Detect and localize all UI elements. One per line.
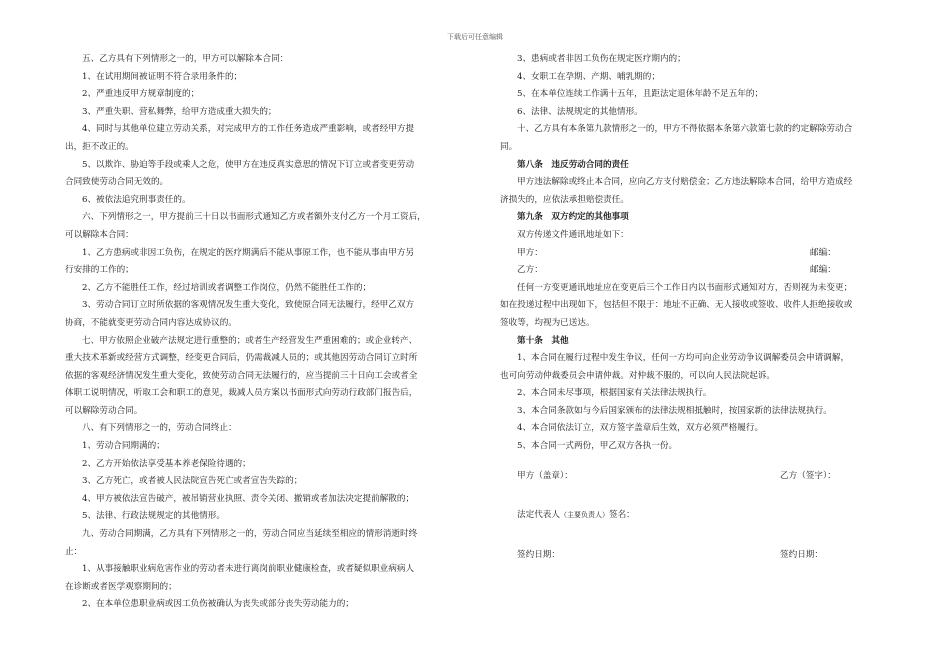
party-b-address-label: 乙方： [517, 265, 543, 276]
text-line: 3、患病或者非因工负伤在规定医疗期内的； [517, 54, 686, 64]
text-line: 五、乙方具有下列情形之一的，甲方可以解除本合同： [82, 54, 289, 64]
text-line: 2、乙方不能胜任工作，经过培训或者调整工作岗位，仍然不能胜任工作的； [82, 282, 372, 293]
text-line: 止： [65, 546, 83, 557]
text-line: 济损失的，应依法承担赔偿责任。 [500, 194, 629, 205]
text-line: 1、在试用期间被证明不符合录用条件的； [82, 71, 243, 82]
party-a-address-label: 甲方： [517, 247, 543, 258]
text-line: 4、同时与其他单位建立劳动关系，对完成甲方的工作任务造成严重影响，或者经甲方提 [82, 124, 415, 135]
text-line: 也可向劳动仲裁委员会申请仲裁。对仲裁不服的，可以向人民法院起诉。 [500, 370, 776, 381]
article-10-heading: 第十条 其他 [517, 335, 569, 346]
text-line: 可以解除劳动合同。 [65, 405, 143, 416]
text-line: 可以解除本合同： [65, 229, 134, 240]
left-column [65, 51, 460, 614]
text-line: 4、女职工在孕期、产期、哺乳期的； [517, 71, 660, 82]
page-header: 下载后可任意编辑 [447, 33, 503, 41]
text-line: 六、下列情形之一，甲方提前三十日以书面形式通知乙方或者额外支付乙方一个月工资后， [82, 212, 426, 223]
text-line: 重大技术革新或经营方式调整，经变更合同后，仍需裁减人员的；或其他因劳动合同订立时所 [65, 353, 418, 364]
text-line: 3、本合同条款如与今后国家颁布的法律法规相抵触时，按国家新的法律法规执行。 [517, 405, 832, 416]
sign-date-b-label: 签约日期： [780, 549, 823, 560]
party-a-address-row [500, 245, 890, 263]
article-9-heading: 第九条 双方约定的其他事项 [517, 212, 629, 223]
text-line: 6、法律、法规规定的其他情形。 [517, 106, 643, 117]
text-line: 5、以欺诈、胁迫等手段或乘人之危，使甲方在违反真实意思的情况下订立或者变更劳动 [82, 159, 415, 170]
text-line: 4、甲方被依法宣告破产，被吊销营业执照、责令关闭、撤销或者加法决定提前解散的； [82, 493, 415, 504]
text-line: 出，拒不改正的。 [65, 141, 134, 152]
text-line: 九、劳动合同期满，乙方具有下列情形之一的，劳动合同应当延续至相应的情形消逝时终 [82, 529, 418, 540]
text-line: 4、本合同依法订立，双方签字盖章后生效，双方必须严格履行。 [517, 423, 764, 434]
text-line: 行安排的工作的； [65, 265, 134, 276]
text-line: 十、乙方具有本条第九款情形之一的，甲方不得依据本条第六款第七款的约定解除劳动合 [517, 124, 853, 135]
text-line: 2、严重违反甲方规章制度的； [82, 89, 200, 100]
text-line: 在诊断或者医学观察期间的； [65, 581, 177, 592]
sign-date-a-label: 签约日期： [517, 549, 560, 560]
text-line: 1、从事接触职业病危害作业的劳动者未进行离岗前职业健康检查，或者疑似职业病病人 [82, 564, 415, 575]
text-line: 6、被依法追究刑事责任的。 [82, 194, 191, 205]
text-line: 甲方违法解除或终止本合同，应向乙方支付赔偿金；乙方违法解除本合同，给甲方造成经 [517, 177, 853, 188]
legal-representative-label: 法定代表人（主要负责人）签名： [517, 510, 635, 521]
article-9-intro: 双方传递文件通讯地址如下： [517, 229, 629, 240]
text-line: 如在投递过程中出现如下，包括但不限于：地址不正确、无人接收或签收、收件人拒绝接收或 [500, 300, 853, 311]
text-line: 1、劳动合同期满的； [82, 441, 165, 452]
text-line: 协商，不能就变更劳动合同内容达成协议的。 [65, 317, 237, 328]
text-line: 3、劳动合同订立时所依据的客观情况发生重大变化，致使原合同无法履行，经甲乙双方 [82, 300, 415, 311]
party-a-postcode-label: 邮编： [810, 247, 836, 258]
text-line: 体职工说明情况，听取工会和职工的意见，裁减人员方案以书面形式向劳动行政部门报告后， [65, 388, 418, 399]
party-b-sign-label: 乙方（签字）： [780, 470, 836, 481]
text-line: 1、本合同在履行过程中发生争议，任何一方均可向企业劳动争议调解委员会申请调解， [517, 353, 850, 364]
party-b-address-row [500, 262, 890, 280]
text-line: 2、本合同未尽事项，根据国家有关法律法规执行。 [517, 388, 712, 399]
text-line: 七、甲方依照企业破产法规定进行重整的；或者生产经营发生严重困难的；或企业转产、 [82, 335, 418, 346]
text-line: 同。 [500, 141, 518, 152]
text-line: 2、在本单位患职业病或因工负伤被确认为丧失或部分丧失劳动能力的； [82, 599, 354, 610]
article-8-heading: 第八条 违反劳动合同的责任 [517, 159, 629, 170]
right-column [500, 51, 890, 586]
text-line: 3、乙方死亡，或者被人民法院宣告死亡或者宣告失踪的； [82, 476, 303, 487]
text-line: 5、在本单位连续工作满十五年，且距法定退休年龄不足五年的； [517, 89, 764, 100]
text-line: 依据的客观经济情况发生重大变化，致使劳动合同无法履行的，应当提前三十日向工会或者全 [65, 370, 418, 381]
party-b-postcode-label: 邮编： [810, 265, 836, 276]
text-line: 八、有下列情形之一的，劳动合同终止： [82, 423, 237, 434]
text-line: 2、乙方开始依法享受基本养老保险待遇的； [82, 458, 251, 469]
text-line: 合同致使劳动合同无效的。 [65, 177, 169, 188]
text-line: 签收等，均视为已送达。 [500, 317, 595, 328]
text-line: 3、严重失职、营私舞弊，给甲方造成重大损失的； [82, 106, 277, 117]
text-line: 5、法律、行政法规规定的其他情形。 [82, 511, 225, 522]
text-line: 任何一方变更通讯地址应在变更后三个工作日内以书面形式通知对方，否则视为未变更； [517, 282, 853, 293]
text-line: 5、本合同一式两份，甲乙双方各执一份。 [517, 441, 678, 452]
text-line: 1、乙方患病或非因工负伤，在规定的医疗期满后不能从事原工作，也不能从事由甲方另 [82, 247, 415, 258]
signature-block [500, 468, 890, 565]
party-a-seal-label: 甲方（盖章）： [517, 470, 573, 481]
